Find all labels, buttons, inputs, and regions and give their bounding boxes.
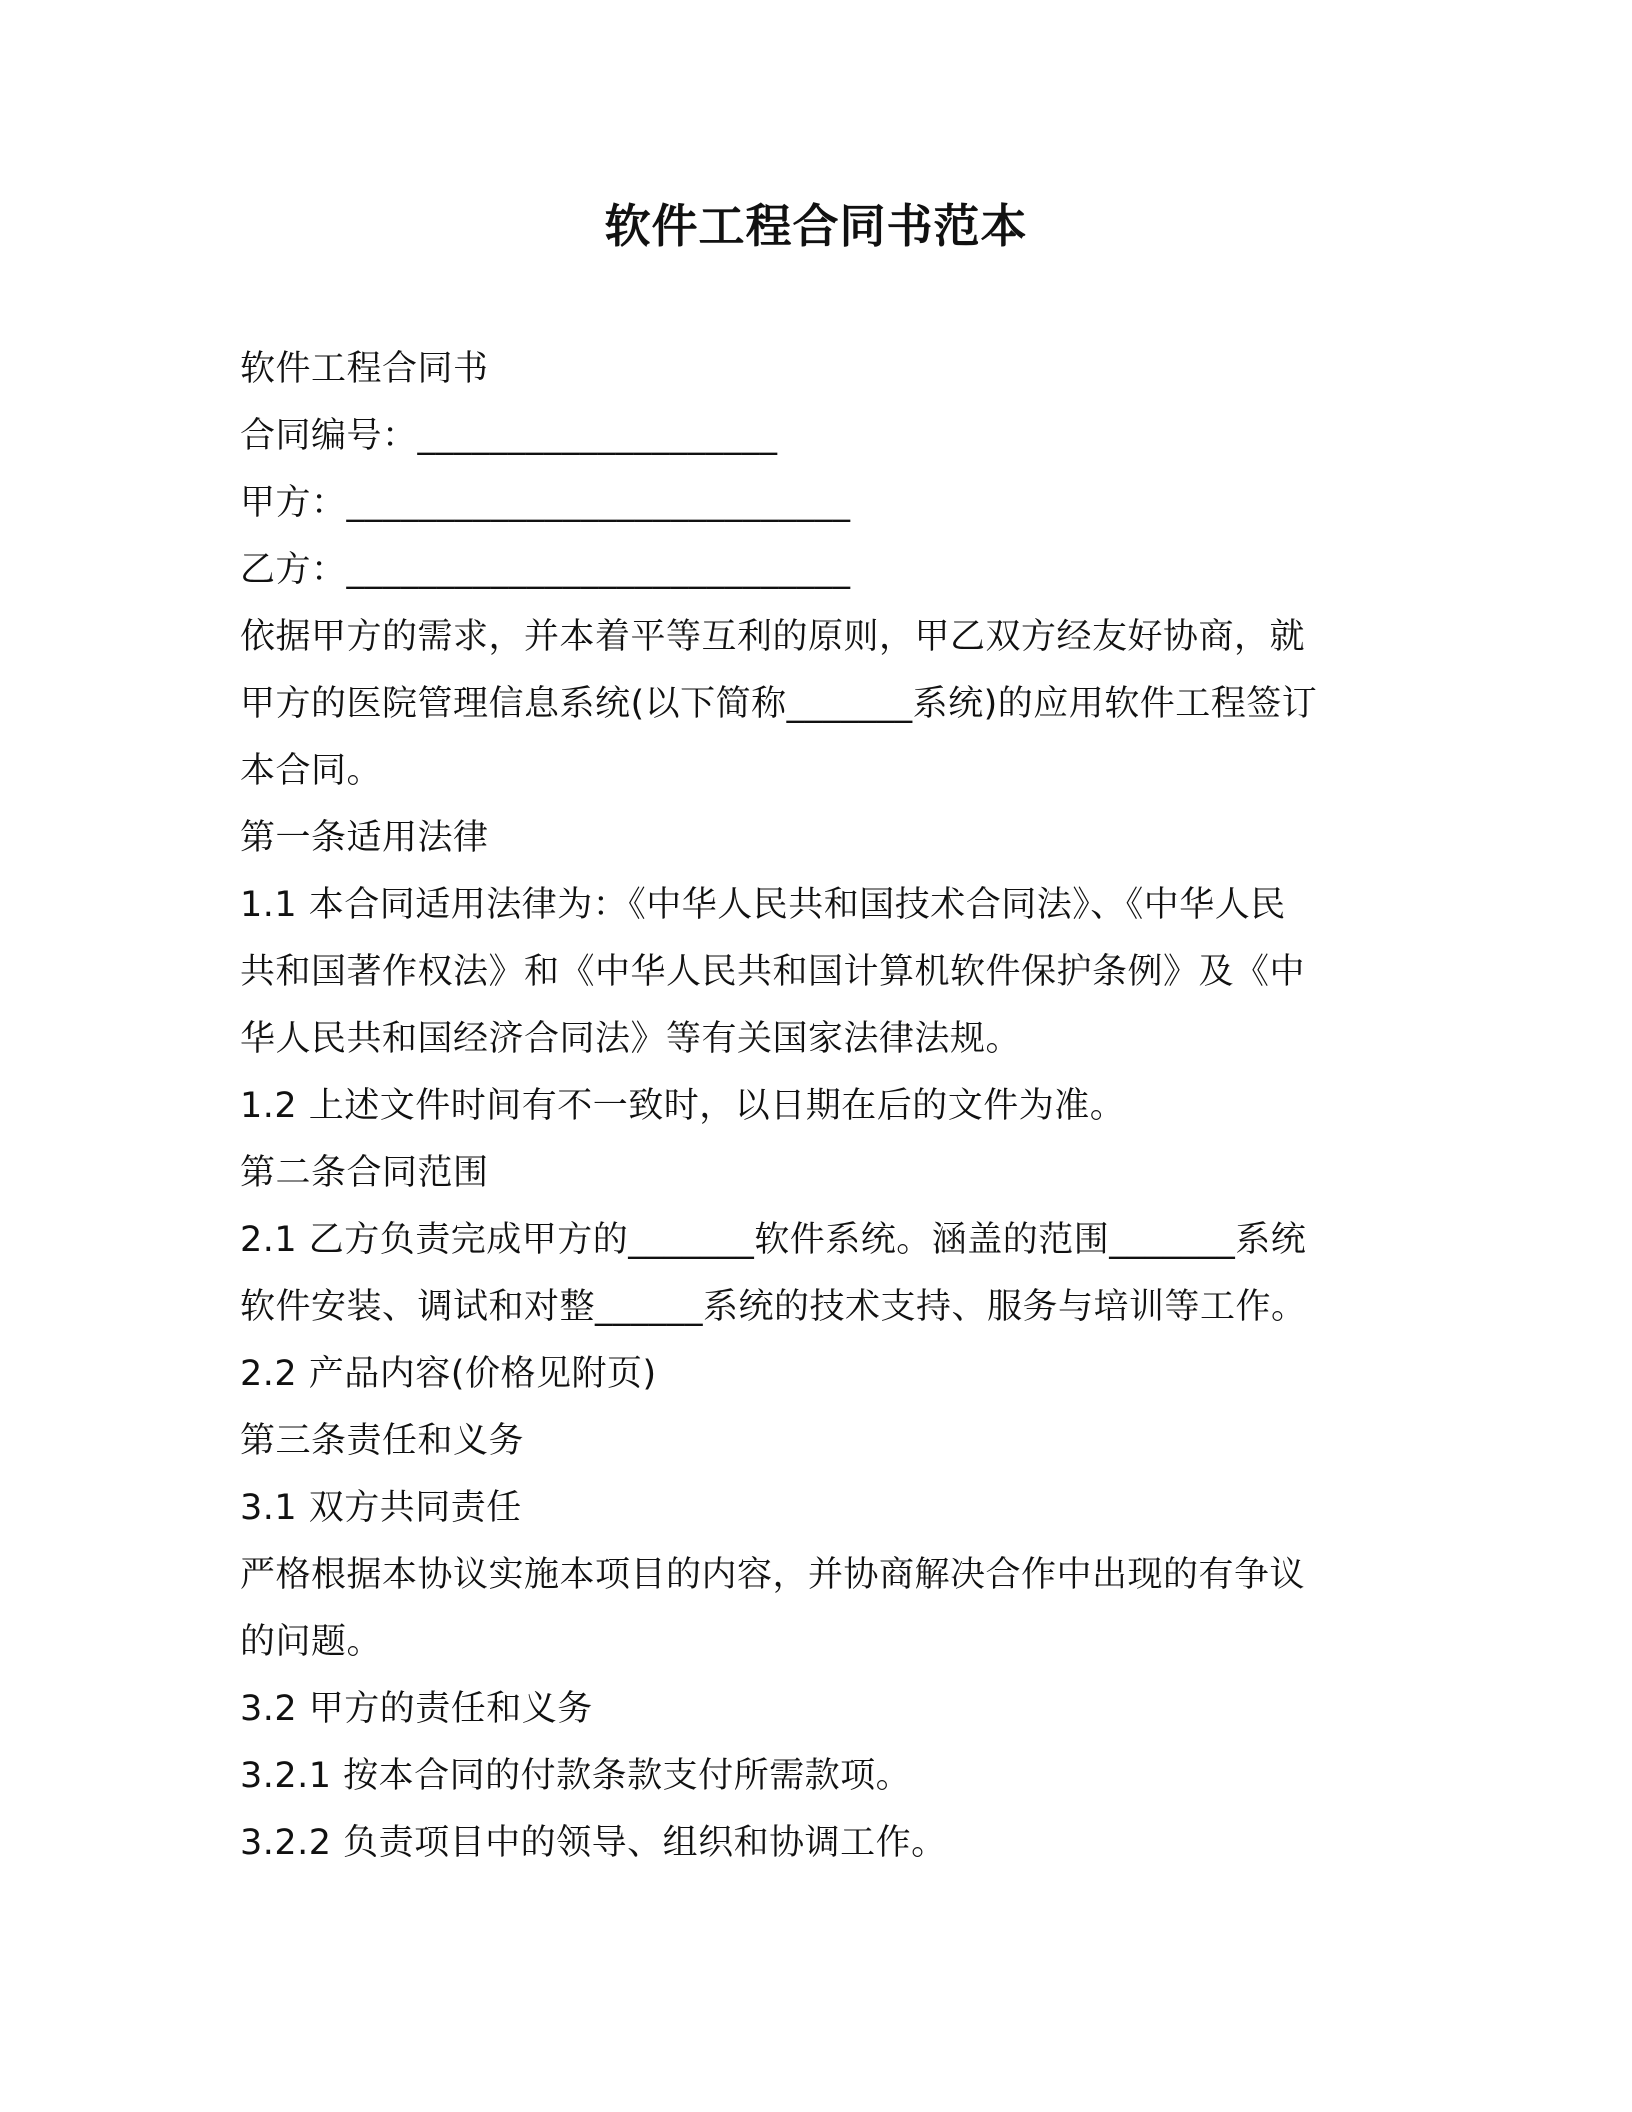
subsection-heading: 3.2 甲方的责任和义务 — [240, 1689, 593, 1729]
body-line: 严格根据本协议实施本项目的内容，并协商解决合作中出现的有争议 — [240, 1555, 1306, 1595]
body-line: 的问题。 — [240, 1622, 383, 1662]
document-title: 软件工程合同书范本 — [604, 199, 1028, 253]
document-body — [240, 336, 1400, 1877]
body-line: 1.1 本合同适用法律为：《中华人民共和国技术合同法》、《中华人民 — [240, 885, 1286, 925]
body-line: 2.2 产品内容(价格见附页) — [240, 1354, 657, 1394]
body-line: 华人民共和国经济合同法》等有关国家法律法规。 — [240, 1019, 1022, 1059]
body-line: 共和国著作权法》和《中华人民共和国计算机软件保护条例》及《中 — [240, 952, 1306, 992]
section-heading: 第二条合同范围 — [240, 1153, 489, 1193]
body-line: 1.2 上述文件时间有不一致时，以日期在后的文件为准。 — [240, 1086, 1126, 1126]
contract-number-line: 合同编号：____________________ — [240, 416, 778, 456]
body-line: 3.2.2 负责项目中的领导、组织和协调工作。 — [240, 1823, 947, 1863]
body-line: 2.1 乙方负责完成甲方的_______软件系统。涵盖的范围_______系统 — [240, 1220, 1307, 1260]
section-heading: 第三条责任和义务 — [240, 1421, 525, 1461]
body-line: 3.2.1 按本合同的付款条款支付所需款项。 — [240, 1756, 912, 1796]
body-line: 甲方的医院管理信息系统(以下简称_______系统)的应用软件工程签订 — [240, 684, 1318, 724]
section-heading: 第一条适用法律 — [240, 818, 489, 858]
subtitle-line: 软件工程合同书 — [240, 349, 489, 389]
body-line: 本合同。 — [240, 751, 383, 791]
subsection-heading: 3.1 双方共同责任 — [240, 1488, 522, 1528]
party-b-line: 乙方：____________________________ — [240, 550, 851, 590]
party-a-line: 甲方：____________________________ — [240, 483, 851, 523]
body-line: 依据甲方的需求，并本着平等互利的原则，甲乙双方经友好协商，就 — [240, 617, 1306, 657]
body-line: 软件安装、调试和对整______系统的技术支持、服务与培训等工作。 — [240, 1287, 1307, 1327]
